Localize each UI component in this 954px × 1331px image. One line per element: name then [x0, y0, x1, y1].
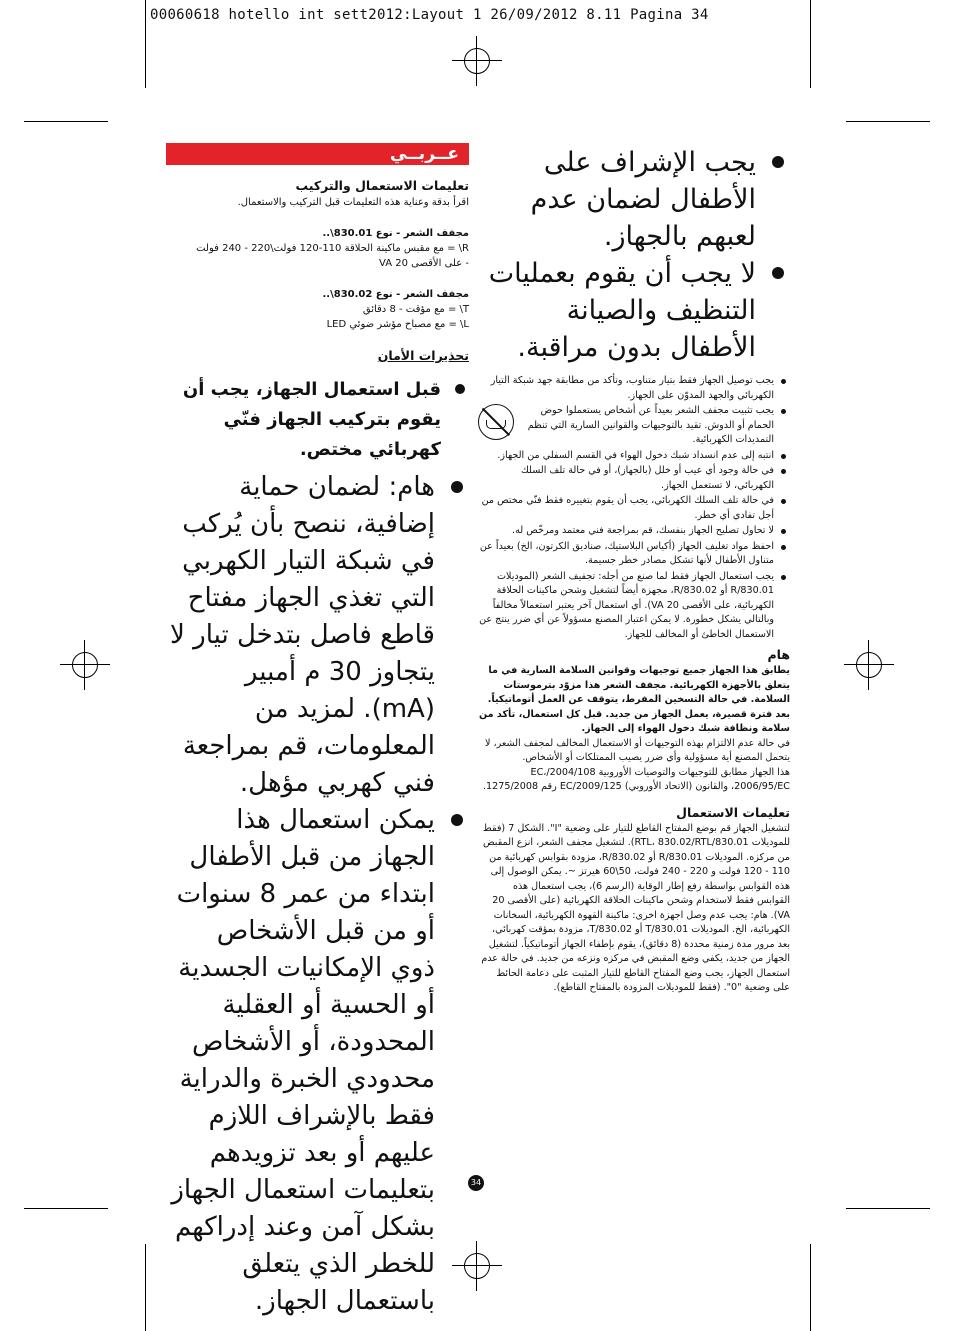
crop-mark	[145, 0, 146, 88]
registration-mark	[856, 652, 882, 678]
usage-paragraph: لتشغيل الجهاز قم بوضع المفتاح القاطع للتيار على وضعية "I". الشكل 7 (فقط للموديلات 830.01/RTL، 830.02/RTL). لتشغيل مجفف الشعر، انزع المقبض من مركزه. الموديلات 830.01/R أو 830.02/R، مزودة بقوابس كهربائية من 110 - 120 فولت و 220 - 240 فولت، 50\60 هيرتز ~. يمكن الوصول إلى هذه القوابس بواسطة رفع إطار الوقاية (الرسم 6)، يجب استعمال هذه القوابس فقط لاستخدام وشحن ماكينات الحلاقة الكهربائية (على الأقصى 20 VA). هام: يجب عدم وصل اجهزة اخرى: ماكينة القهوة الكهربائية، السخانات الكهربائية، الخ. الموديلات 830.01/T أو 830.02/T، مزودة بمؤقت كهربائي، بعد مرور مدة زمنية محددة (8 دقائق)، يقوم بإطفاء الجهاز أتوماتيكياً. لتشغيل الجهاز من جديد، يكفي وضع المقبض في مركزه ونزعه من جديد. في حالة عدم استعمال الجهاز، يجب وضع المفتاح القاطع للتيار المثبت على دعامة الحائط على وضعية "0". (فقط للموديلات المزودة بالمفتاح القاطع).	[481, 822, 790, 993]
crop-mark	[24, 121, 108, 122]
note-bathtub	[522, 404, 790, 448]
safety-item-children	[166, 802, 469, 1320]
note-ac-supply-text: يجب توصيل الجهاز فقط بتيار متناوب، وتأكد من مطابقة جهد شبكة التيار الكهربائي والجهد المدوّن على الجهاز.	[490, 375, 774, 401]
safety-item-rcd	[166, 469, 469, 802]
usage-title: تعليمات الاستعمال	[676, 804, 790, 820]
note-defect	[478, 464, 790, 493]
bullet-icon	[781, 499, 786, 504]
note-intended-use	[478, 570, 790, 643]
bullet-icon	[781, 454, 786, 459]
safety-item-install-text: قبل استعمال الجهاز، يجب أن يقوم بتركيب الجهاز فنّي كهربائي مختص.	[182, 379, 441, 460]
page-number-badge: 34	[468, 1175, 484, 1191]
bullet-icon	[781, 575, 786, 580]
safety-item-children-text: يمكن استعمال هذا الجهاز من قبل الأطفال ابتداء من عمر 8 سنوات أو من قبل الأشخاص ذوي الإمكانيات الجسدية أو الحسية أو العقلية المحدودة، أو الأشخاص محدودي الخبرة والدراية فقط بالإشراف اللازم عليهم أو بعد تزويدهم بتعليمات استعمال الجهاز بشكل آمن وعند إدراكهم للخطر الذي يتعلق باستعمال الجهاز.	[171, 805, 435, 1316]
model1-line2: - على الأقصى 20 VA	[379, 258, 469, 269]
model2-title: مجفف الشعر - نوع 830.02\..	[322, 289, 469, 300]
note-ac-supply	[478, 374, 790, 403]
note-intended-use-text: يجب استعمال الجهاز فقط لما صنع من أجله: تجفيف الشعر (الموديلات 830.01/R أو 830.02/R، مجهزة أيضاً لتشغيل وشحن ماكينات الحلاقة الكهربائية، على الأقصى 20 VA). أي استعمال آخر يعتبر استعمالاً مخالفاً وبالتالي يشكل خطورة. لا يمكن اعتبار المصنع مسؤولاً عن أي ضرر ينتج عن الاستعمال الخاطئ أو المخالف للجهاز.	[479, 570, 774, 640]
crop-mark	[145, 1244, 146, 1331]
note-repair	[478, 524, 790, 539]
crop-mark	[24, 1208, 108, 1209]
note-bathtub-text: يجب تثبيت مجفف الشعر بعيداً عن أشخاص يستعملوا حوض الحمام أو الدوش. تقيد بالتوجيهات والقوانين السارية التي تنظم التمديدات الكهربائية.	[527, 405, 774, 445]
important-paragraph-1: يطابق هذا الجهاز جميع توجيهات وقوانين السلامة السارية في ما يتعلق بالأجهزة الكهربائية. مجفف الشعر هذا مزوّد بترموستات السلامة. في حالة التسخين المفرط، يتوقف عن العمل أتوماتيكياً. بعد فترة قصيرة، يعمل الجهاز من جديد. قبل كل استعمال، تأكد من سلامة ونظافة شبك دخول الهواء إلى الجهاز.	[478, 665, 790, 734]
children-cleaning-text: لا يجب أن يقوم بعمليات التنظيف والصيانة الأطفال بدون مراقبة.	[488, 258, 756, 363]
no-bath-block	[478, 404, 790, 448]
note-air-inlet-text: انتبه إلى عدم انسداد شبك دخول الهواء في القسم السفلي من الجهاز.	[497, 449, 774, 461]
crop-mark	[846, 1208, 930, 1209]
left-column	[166, 178, 469, 1320]
bullet-icon	[451, 481, 463, 493]
note-packaging	[478, 540, 790, 569]
safety-item-install	[166, 375, 469, 465]
bullet-icon	[455, 384, 465, 394]
bullet-icon	[781, 529, 786, 534]
print-header: 00060618 hotello int sett2012:Layout 1 26/09/2012 8.11 Pagina 34	[150, 7, 709, 23]
bullet-icon	[772, 267, 784, 279]
language-bar	[166, 143, 469, 165]
registration-mark	[72, 652, 98, 678]
note-repair-text: لا تحاول تصليح الجهاز بنفسك، قم بمراجعة فني معتمد ومرخّص له.	[512, 525, 774, 536]
bullet-icon	[781, 409, 786, 414]
bullet-icon	[772, 156, 784, 168]
important-title: هام	[767, 647, 790, 662]
model1-line1: R\ = مع مقبس ماكينة الحلاقة 110-120 فولت\220 - 240 فولت	[196, 243, 469, 254]
children-supervision-text: يجب الإشراف على الأطفال لضمان عدم لعبهم بالجهاز.	[530, 147, 756, 252]
bullet-icon	[781, 379, 786, 384]
note-cable	[478, 494, 790, 523]
note-defect-text: في حالة وجود أي عيب أو خلل (بالجهاز)، أو في حالة تلف السلك الكهربائي، لا تستعمل الجهاز.	[520, 465, 774, 491]
safety-title: تحذيرات الأمان	[377, 348, 469, 363]
important-paragraph-3: هذا الجهاز مطابق للتوجيهات والتوصيات الأوروبية 2004/108/EC، 2006/95/EC، والقانون (الاتحاد الأوروبي) 2009/125/EC رقم 1275/2008.	[482, 766, 790, 792]
bullet-icon	[451, 814, 463, 826]
crop-mark	[846, 121, 930, 122]
children-supervision-item	[478, 144, 790, 255]
right-column	[478, 144, 790, 996]
model2-line2: L\ = مع مصباح مؤشر ضوئي LED	[326, 319, 469, 330]
no-bathtub-icon	[478, 404, 514, 440]
install-intro: اقرأ بدقة وعناية هذه التعليمات قبل التركيب والاستعمال.	[237, 197, 469, 208]
note-cable-text: في حالة تلف السلك الكهربائي، يجب أن يقوم بتغييره فقط فنّي مختص من أجل تفادي أي خطر.	[481, 495, 774, 521]
note-air-inlet	[478, 449, 790, 464]
bullet-icon	[781, 545, 786, 550]
install-title: تعليمات الاستعمال والتركيب	[295, 178, 469, 193]
language-label: عــربــي	[389, 144, 459, 164]
important-paragraph-2: في حالة عدم الالتزام بهذه التوجيهات أو الاستعمال المخالف لمجفف الشعر، لا يتحمل المصنع أية مسؤولية وأي ضرر يصيب الممتلكات أو الأشخاص.	[484, 737, 790, 763]
model2-line1: T\ = مع مؤقت - 8 دقائق	[362, 304, 469, 315]
children-cleaning-item	[478, 255, 790, 366]
safety-item-rcd-text: هام: لضمان حماية إضافية، ننصح بأن يُركب في شبكة التيار الكهربي التي تغذي الجهاز مفتاح قاطع فاصل بتدخل تيار لا يتجاوز 30 م أمبير (mA). لمزيد من المعلومات، قم بمراجعة فني كهربي مؤهل.	[170, 472, 435, 798]
crop-mark	[810, 0, 811, 88]
crop-mark	[810, 1244, 811, 1331]
bullet-icon	[781, 469, 786, 474]
model1-title: مجفف الشعر - نوع 830.01\..	[322, 228, 469, 239]
note-packaging-text: احفظ مواد تغليف الجهاز (أكياس البلاستيك، صناديق الكرتون، الخ) بعيداً عن متناول الأطفال لأنها تشكل مصادر خطر جسيمة.	[479, 540, 774, 566]
registration-mark	[464, 48, 490, 74]
